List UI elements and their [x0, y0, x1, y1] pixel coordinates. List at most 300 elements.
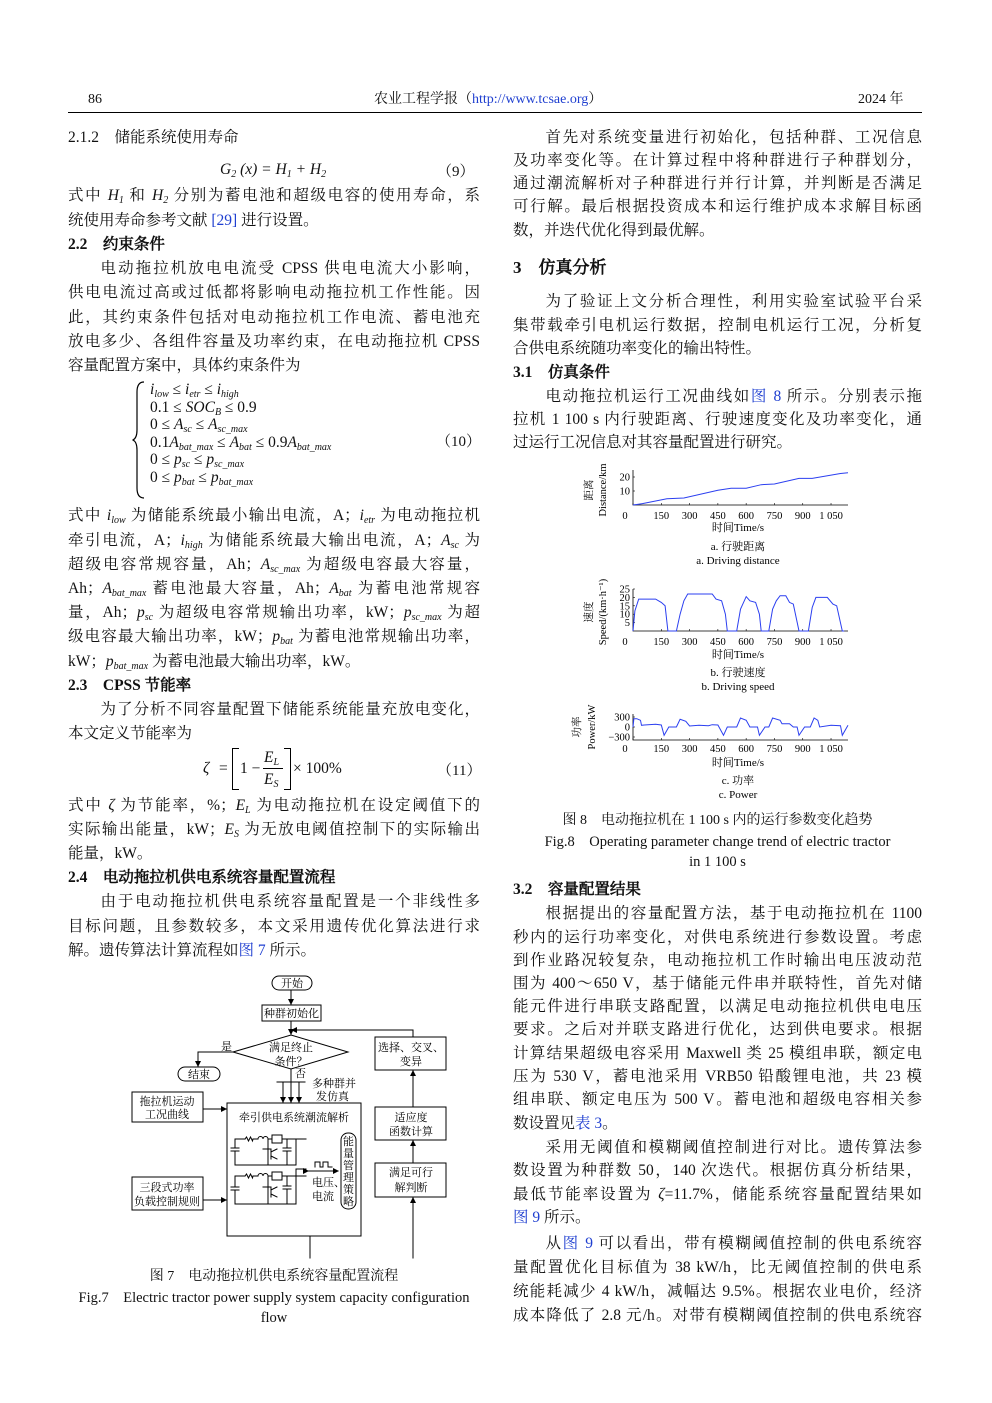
subscript: bat_max — [178, 441, 214, 453]
eq11-num-sub: L — [273, 757, 280, 768]
load-rule-label-1: 三段式功率 — [139, 1182, 195, 1194]
text-run: 计算结果超级电容采用 Maxwell 类 25 模组串联，额定电 — [513, 1045, 922, 1062]
y-tick-label: 10 — [619, 609, 630, 621]
text-run: 由于电动拖拉机供电系统容量配置是一个非线性多 — [100, 893, 480, 910]
text-run: 合供电系统随功率变化的输出特性。 — [513, 340, 762, 357]
load-rule-label-2: 负载控制规则 — [134, 1196, 200, 1208]
text-line — [513, 996, 922, 1018]
feasibility-label-2: 解判断 — [394, 1182, 428, 1194]
text-run: 能元件进行串联支路配置，以满足电动拖拉机供电电压 — [513, 998, 922, 1015]
text-run: 过运行工况信息对其容量配置进行研究。 — [513, 434, 793, 451]
y-tick-label: 20 — [619, 592, 630, 604]
math-variable: p — [403, 604, 412, 621]
section-heading — [68, 234, 480, 256]
text-line — [513, 973, 922, 995]
text-run: 放电多少、各组件容量及功率约束，在电动拖拉机 CPSS — [68, 333, 480, 350]
subscript: 1 — [118, 195, 124, 206]
text-run: 拉机 1 100 s 内行驶距离、行驶速度变化及功率变化，通 — [513, 411, 922, 428]
text-line — [513, 1137, 922, 1159]
text-run: 所示。 — [265, 942, 317, 959]
x-tick-label: 900 — [794, 511, 811, 522]
eq11-den-sub: S — [273, 779, 279, 790]
signal-label-1: 电压、 — [312, 1177, 345, 1189]
text-line — [68, 651, 480, 673]
text-line — [513, 1184, 922, 1206]
subscript: sc_max — [270, 564, 301, 575]
subscript: B — [214, 406, 222, 418]
text-run: 分别为蓄电池和超级电容的使用寿命，系 — [168, 187, 480, 204]
y-tick-label: 300 — [614, 712, 630, 724]
subscript: etr — [189, 389, 201, 400]
text-run: 为电动拖拉机在设定阈值下的 — [250, 797, 480, 814]
pulse-wave-icon — [315, 1162, 332, 1167]
eq11-times: × 100% — [293, 760, 342, 777]
subscript: high — [184, 540, 203, 551]
text-run: 为超级电容最大容量， — [300, 556, 480, 573]
x-tick-label: 150 — [653, 744, 670, 755]
x-tick-label: 1 050 — [819, 637, 843, 648]
text-run: 容量配置方案中，具体约束条件为 — [68, 357, 301, 374]
text-run: 为电动拖拉机 — [375, 507, 480, 524]
x-tick-label: 900 — [794, 744, 811, 755]
text-run: 0 ≤ — [150, 451, 175, 468]
math-variable: A — [169, 433, 179, 451]
signal-label-2: 电流 — [312, 1191, 334, 1203]
math-variable: i — [359, 507, 364, 524]
eq11-fraction-bar — [263, 768, 283, 769]
text-run: 解。遗传算法计算流程如 — [68, 942, 239, 959]
text-line — [513, 1233, 922, 1255]
equation-10-brace — [132, 380, 146, 500]
start-label: 开始 — [281, 978, 303, 990]
text-run: 为储能系统最大输出电流，A； — [202, 532, 442, 549]
x-tick-label: 150 — [653, 511, 670, 522]
x-tick-label: 600 — [738, 637, 755, 648]
y-tick-label: 25 — [619, 584, 630, 596]
text-run: 能量，kW。 — [68, 845, 153, 862]
subscript: S — [233, 829, 239, 840]
y-axis-label-cn: 功率 — [572, 716, 583, 738]
text-line — [513, 1281, 922, 1303]
subscript: bat — [280, 636, 293, 647]
math-variable: i — [150, 381, 155, 398]
eq11-zeta: ζ — [203, 760, 210, 777]
y-axis-label: Power/kW — [587, 704, 598, 750]
data-series-line — [633, 718, 848, 735]
text-run: 为节能率，%； — [114, 797, 236, 814]
fitness-label-2: 函数计算 — [389, 1126, 433, 1138]
subscript: bat_max — [113, 661, 149, 672]
text-run: + H — [291, 161, 322, 178]
x-tick-label: 1 050 — [819, 744, 843, 755]
figure-7-caption-en: Fig.7 Electric tractor power supply system capacity configuration — [78, 1290, 470, 1306]
x-tick-label: 750 — [766, 744, 783, 755]
text-line — [68, 355, 480, 377]
text-run: ≤ — [191, 416, 209, 433]
text-line — [68, 699, 480, 721]
text-line — [68, 258, 480, 280]
text-run: 为蓄电池常规输出功率， — [292, 628, 480, 645]
x-tick-label: 600 — [738, 511, 755, 522]
text-run: 式中 — [68, 797, 109, 814]
x-tick-label: 150 — [653, 637, 670, 648]
text-line — [68, 916, 480, 938]
text-run: 2.1.2 储能系统使用寿命 — [68, 129, 239, 146]
constraint-row — [150, 469, 253, 492]
math-variable: ζ — [658, 1186, 665, 1203]
subscript: sc_max — [411, 612, 442, 623]
math-variable: i — [106, 507, 112, 524]
text-run: =11.7%，储能系统容量配置结果如 — [664, 1186, 922, 1203]
feasibility-label-1: 满足可行 — [389, 1167, 433, 1179]
ems-char: 管 — [343, 1160, 354, 1172]
fitness-label-1: 适应度 — [394, 1112, 428, 1124]
text-run: 集带载牵引电机运行数据，控制电机运行工况，分析复 — [513, 317, 922, 334]
y-tick-label: 10 — [619, 486, 630, 498]
x-tick-label: 1 050 — [819, 511, 843, 522]
x-axis-label: 时间Time/s — [711, 649, 765, 661]
text-run: 3.2 容量配置结果 — [513, 881, 641, 898]
y-axis-label-cn: 速度 — [584, 601, 595, 623]
reference-link[interactable]: 图 8 — [750, 388, 782, 405]
text-run: 量，Ah； — [68, 604, 137, 621]
text-line — [513, 173, 922, 195]
x-tick-label: 750 — [766, 637, 783, 648]
text-line — [68, 602, 480, 624]
math-variable: A — [229, 433, 240, 451]
text-run: 到作业路况较复杂，电动拖拉机工作时输出电压波动范 — [513, 952, 922, 969]
text-run: 2.4 电动拖拉机供电系统容量配置流程 — [68, 869, 336, 886]
text-line — [513, 291, 922, 313]
x-axis-label: 时间Time/s — [711, 522, 765, 534]
subscript: bat_max — [218, 476, 254, 488]
text-line — [68, 795, 480, 817]
text-line — [513, 1019, 922, 1041]
parallel-label-1: 多种群并 — [312, 1078, 356, 1090]
subfigure-caption-en: a. Driving distance — [696, 555, 780, 567]
text-run: 为超级电容常规输出功率，kW； — [153, 604, 404, 621]
text-run: 式中 — [68, 187, 108, 204]
subfigure-caption-cn: b. 行驶速度 — [710, 667, 766, 679]
text-line — [513, 1066, 922, 1088]
text-line — [68, 530, 480, 552]
data-series-line — [633, 594, 844, 631]
text-line — [513, 1207, 922, 1229]
text-run: 目标问题，且参数较多，本文采用遗传优化算法进行求 — [68, 918, 480, 935]
math-variable: H — [151, 187, 164, 204]
yes-arrow — [198, 1052, 233, 1066]
ems-char: 策 — [343, 1184, 354, 1196]
text-line — [513, 1305, 922, 1327]
text-run: 为蓄电池常规容 — [351, 580, 480, 597]
math-variable: A — [174, 416, 184, 433]
text-run: G — [220, 161, 232, 178]
journal-url-link[interactable]: http://www.tcsae.org — [472, 92, 589, 107]
condition-label-1: 满足终止 — [269, 1042, 313, 1054]
text-run: 本文定义节能率为 — [68, 725, 193, 742]
text-run: 为储能系统最小输出电流，A； — [125, 507, 360, 524]
text-run: 根据提出的容量配置方法，基于电动拖拉机在 1100 — [545, 905, 922, 922]
text-run: 成本降低了 2.8 元/h。对带有模糊阈值控制的供电系统容 — [513, 1307, 922, 1324]
figure-7-flowchart — [120, 970, 460, 1265]
text-run: 3 仿真分析 — [513, 258, 607, 277]
ems-char: 能 — [343, 1136, 354, 1148]
math-variable: A — [260, 556, 271, 573]
text-run: 统能耗减少 4 kW/h，减幅达 9.5%。根据农业电价，经济 — [513, 1283, 922, 1300]
text-run: 为超 — [441, 604, 480, 621]
reference-link[interactable]: [29] — [211, 212, 238, 229]
y-tick-label: −300 — [608, 732, 630, 744]
text-line — [68, 819, 480, 841]
subscript: 2 — [231, 169, 237, 180]
text-run: 和 — [123, 187, 152, 204]
text-line — [68, 578, 480, 600]
text-line — [68, 331, 480, 353]
figure-7-caption-en-2: flow — [260, 1310, 288, 1326]
text-run: 采用无阈值和模糊阈值控制进行对比。遗传算法参 — [545, 1139, 922, 1156]
subscript: low — [111, 515, 126, 526]
text-line — [68, 626, 480, 648]
figure-8-charts — [570, 460, 870, 805]
section-heading — [68, 675, 480, 697]
x-tick-label: 300 — [681, 744, 698, 755]
text-line — [68, 307, 480, 329]
text-run: 秒内的运行功率变化，对供电系统进行参数设置。考虑 — [513, 929, 922, 946]
parallel-label-2: 发仿真 — [316, 1091, 349, 1103]
text-line — [513, 386, 922, 408]
text-run: 0 ≤ — [150, 416, 175, 433]
text-run: 0 ≤ — [150, 468, 175, 486]
subscript: sc — [450, 540, 459, 551]
figure-8-caption-en-2: in 1 100 s — [689, 854, 746, 870]
text-run: 级电容最大输出功率，kW； — [68, 628, 273, 645]
text-run: 数，并迭代优化得到最优解。 — [513, 222, 715, 239]
eq11-equals: = — [219, 760, 228, 777]
y-tick-label: 15 — [619, 601, 630, 613]
text-run: 压为 530 V，蓄电池采用 VRB50 铅酸锂电池，共 23 模 — [513, 1068, 922, 1085]
subfigure-caption-en: c. Power — [718, 789, 758, 801]
text-run: 0.1 ≤ — [150, 398, 186, 416]
x-tick-label: 600 — [738, 744, 755, 755]
text-line — [68, 940, 480, 962]
equation-10-number: （10） — [436, 434, 482, 450]
y-axis-label: Distance/km — [598, 463, 609, 517]
subscript: etr — [363, 515, 376, 526]
text-run: 超级电容常规容量，Ah； — [68, 556, 261, 573]
text-run: 电动拖拉机放电电流受 CPSS 供电电流大小影响， — [100, 260, 480, 277]
text-run: 电动拖拉机运行工况曲线如 — [545, 388, 751, 405]
equation-9 — [220, 161, 326, 184]
tractor-profile-label-1: 拖拉机运动 — [139, 1096, 195, 1108]
math-variable: SOC — [185, 398, 215, 416]
eq11-left-bracket — [232, 748, 239, 790]
text-line — [513, 950, 922, 972]
math-variable: p — [174, 451, 182, 468]
text-run: 牵引电流，A； — [68, 532, 181, 549]
text-line — [68, 127, 480, 149]
text-run: 实际输出能量，kW； — [68, 821, 225, 838]
math-variable: H — [107, 187, 119, 204]
journal-title — [374, 91, 602, 109]
x-tick-label: 0 — [622, 744, 628, 755]
ems-char: 理 — [343, 1172, 354, 1184]
text-line — [513, 1089, 922, 1111]
text-line — [513, 927, 922, 949]
math-variable: A — [287, 433, 297, 451]
journal-name: 农业工程学报（ — [374, 92, 472, 107]
subfigure-caption-en: b. Driving speed — [701, 681, 775, 693]
end-label: 结束 — [188, 1069, 210, 1081]
x-tick-label: 300 — [681, 511, 698, 522]
section-heading — [513, 257, 922, 279]
y-tick-label: 0 — [624, 722, 630, 734]
subfigure-caption-cn: c. 功率 — [721, 775, 755, 787]
text-run: 蓄电池最大容量，Ah； — [146, 580, 330, 597]
subscript: bat — [338, 588, 352, 599]
text-run: 通过潮流解析对子种群进行并行计算，并判断是否满足 — [513, 175, 922, 192]
x-tick-label: 450 — [709, 637, 726, 648]
math-variable: A — [208, 416, 218, 433]
equation-9-number: （9） — [437, 164, 475, 180]
text-run: ≤ — [168, 381, 186, 398]
text-line — [513, 903, 922, 925]
power-flow-label: 牵引供电系统潮流解析 — [239, 1112, 349, 1124]
y-tick-label: 5 — [624, 618, 630, 630]
subscript: high — [221, 389, 239, 400]
text-line — [513, 338, 922, 360]
text-run: 为蓄电池最大输出功率，kW。 — [148, 653, 361, 670]
subscript: 2 — [163, 195, 169, 206]
text-line — [513, 196, 922, 218]
text-run: 为了分析不同容量配置下储能系统能量充放电变化， — [100, 701, 480, 718]
text-run: 首先对系统变量进行初始化，包括种群、工况信息 — [545, 129, 922, 146]
section-heading — [513, 879, 922, 901]
math-variable: A — [102, 580, 112, 597]
reference-link[interactable]: 图 9 — [513, 1209, 541, 1226]
subscript: 2 — [321, 169, 327, 180]
math-variable: p — [210, 468, 219, 486]
eq11-den-var: E — [264, 771, 274, 788]
math-variable: i — [185, 381, 190, 398]
figure-8-caption-en: Fig.8 Operating parameter change trend of electric tractor — [544, 834, 891, 850]
text-line — [68, 210, 480, 232]
text-run: ≤ — [194, 468, 211, 486]
text-run: Ah； — [68, 580, 103, 597]
subscript: sc — [144, 612, 154, 623]
yes-label: 是 — [221, 1041, 232, 1053]
text-run: 3.1 仿真条件 — [513, 364, 610, 381]
text-run: ≤ — [200, 381, 217, 398]
tractor-profile-label-2: 工况曲线 — [145, 1109, 189, 1121]
math-variable: i — [216, 381, 222, 398]
text-run: 可行解。最后根据投资成本和运行维护成本求解目标函 — [513, 198, 922, 215]
figure-7-caption-cn: 图 7 电动拖拉机供电系统容量配置流程 — [149, 1269, 399, 1284]
text-line — [68, 554, 480, 576]
subscript: bat_max — [296, 441, 332, 453]
text-run: 可以看出，带有模糊阈值控制的供电系统容 — [593, 1235, 922, 1252]
chart-axes — [633, 470, 848, 505]
ems-char: 量 — [343, 1148, 354, 1160]
text-line — [513, 1113, 922, 1135]
math-variable: E — [235, 797, 246, 814]
text-run: 围为 400～650 V，基于储能元件串并联特性，首先对储 — [513, 975, 922, 992]
year: 2024 年 — [858, 92, 904, 107]
text-line — [68, 843, 480, 865]
subscript: bat — [239, 441, 252, 453]
text-run: 数设置见 — [513, 1115, 576, 1132]
subscript: L — [245, 805, 251, 816]
math-variable: A — [441, 532, 451, 549]
text-run: 2.2 约束条件 — [68, 236, 165, 253]
text-run: 从 — [545, 1235, 563, 1252]
text-line — [513, 1257, 922, 1279]
x-tick-label: 450 — [709, 511, 726, 522]
text-run: 所示。 — [540, 1209, 591, 1226]
text-line — [513, 1043, 922, 1065]
text-run: 式中 — [68, 507, 107, 524]
page-number: 86 — [88, 92, 102, 107]
text-run: ≤ — [190, 451, 207, 468]
eq11-one-minus: 1 − — [240, 760, 261, 777]
text-run: 量配置优化目标值为 38 kW/h，比无阈值控制的供电系 — [513, 1259, 922, 1276]
y-axis-label: Speed/(km·h⁻¹) — [598, 578, 609, 646]
math-variable: i — [180, 532, 185, 549]
math-variable: E — [224, 821, 234, 838]
text-run: 为无放电阈值控制下的实际输出 — [238, 821, 480, 838]
math-variable: p — [272, 628, 281, 645]
selection-label-1: 选择、交叉、 — [378, 1042, 444, 1054]
eq11-num-var: E — [264, 749, 274, 766]
text-run: ≤ — [213, 433, 230, 451]
text-line — [68, 185, 480, 207]
eq11-right-bracket — [284, 748, 291, 790]
text-run: 。 — [602, 1115, 618, 1132]
init-label: 种群初始化 — [264, 1008, 319, 1020]
reference-link[interactable]: 图 7 — [238, 942, 266, 959]
text-run: 为了验证上文分析合理性，利用实验室试验平台采 — [545, 293, 922, 310]
equation-11-number: （11） — [437, 763, 482, 779]
reference-link[interactable]: 表 3 — [575, 1115, 603, 1132]
section-heading — [513, 362, 922, 384]
y-axis-label-cn: 距离 — [584, 479, 595, 501]
subscript: low — [154, 389, 169, 400]
subscript: sc_max — [214, 459, 245, 470]
math-variable: A — [329, 580, 339, 597]
math-variable: p — [136, 604, 145, 621]
text-line — [513, 127, 922, 149]
text-run: 组串联、额定电压为 500 V。蓄电池和超级电容相关参 — [513, 1091, 922, 1108]
x-tick-label: 0 — [622, 637, 628, 648]
text-run: 统使用寿命参考文献 — [68, 212, 212, 229]
text-run: (x) = H — [236, 161, 287, 178]
text-run: 数设置为种群数 50，140 次迭代。根据仿真分析结果， — [513, 1162, 922, 1179]
text-run: 0.1 — [150, 433, 170, 451]
text-line — [513, 150, 922, 172]
x-tick-label: 0 — [622, 511, 628, 522]
section-heading — [68, 867, 480, 889]
text-line — [513, 220, 922, 242]
math-variable: ζ — [108, 797, 115, 814]
text-run: 及功率变化等。在计算过程中将种群进行子种群划分， — [513, 152, 922, 169]
text-run: 2.3 CPSS 节能率 — [68, 677, 192, 694]
math-variable: p — [105, 653, 114, 670]
subscript: bat_max — [111, 588, 147, 599]
subscript: sc — [181, 459, 191, 470]
math-variable: p — [174, 468, 182, 486]
reference-link[interactable]: 图 9 — [562, 1235, 594, 1252]
text-run: 要求。之后对并联支路进行优化，达到供电要求。根据 — [513, 1021, 922, 1038]
x-axis-label: 时间Time/s — [711, 757, 765, 769]
